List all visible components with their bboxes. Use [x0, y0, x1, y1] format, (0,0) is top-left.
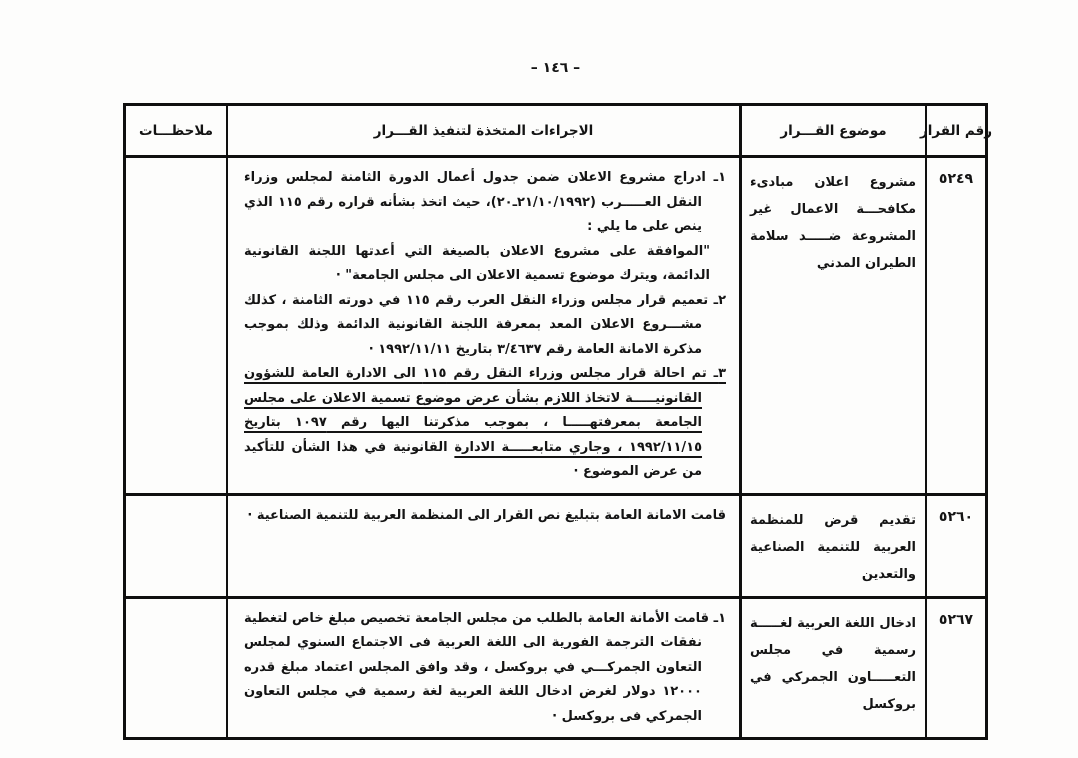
- notes-cell: [126, 599, 226, 738]
- table-row-decision-5249: [126, 155, 985, 493]
- decision-subject: تقديم قرض للمنظمة العربية للتنمية الصناعية والتعدين: [750, 512, 916, 582]
- header-actions: الاجراءات المتخذة لتنفيذ القـــرار: [226, 106, 739, 155]
- table-header-row: [126, 106, 993, 155]
- decision-number-cell: [925, 599, 985, 738]
- decision-subject: مشروع اعلان مبادىء مكافحـــة الاعمال غير المشروعة ضـــــد سلامة الطيران المدني: [750, 175, 916, 271]
- notes-cell: [126, 158, 226, 493]
- decision-number-cell: [925, 158, 985, 493]
- page-number: – ١٤٦ –: [530, 60, 581, 76]
- decision-subject-cell: [739, 158, 925, 493]
- action-item-1: ١ـ قامت الأمانة العامة بالطلب من مجلس الجامعة تخصيص مبلغ خاص لتغطية نفقات الترجمة الفورية الى اللغة العربية فى الاجتماع السنوي لمجلس التعاون الجمركـــي في بروكسل ، وقد وافق المجلس اعتماد مبلغ قدره ١٢٠٠٠ دولار لغرض ادخال اللغة العربية لغة رسمية في مجلس التعاون الجمركي فى بروكسل ·: [244, 610, 726, 724]
- actions-cell: [226, 496, 739, 596]
- actions-cell: [226, 158, 739, 493]
- header-decision-subject: موضوع القـــرار: [739, 106, 925, 155]
- table-row-decision-5260: [126, 493, 985, 596]
- decision-subject: ادخال اللغة العربية لغـــــة رسمية في مجلس التعـــــاون الجمركي في بروكسل: [750, 615, 916, 712]
- decision-number: ٥٢٦٠: [938, 508, 974, 525]
- header-notes: ملاحظـــات: [139, 122, 213, 139]
- action-quote: "الموافقة على مشروع الاعلان بالصيغة التي أعدتها اللجنة القانونية الدائمة، ويترك موضوع تسمية الاعلان الى مجلس الجامعة" ·: [244, 243, 710, 283]
- underlined-text: ٣ـ تم احالة قرار مجلس وزراء النقل رقم ١١٥ الى الادارة العامة للشؤون القانونيـــــة لاتخاذ اللازم بشأن عرض موضوع تسمية الاعلان على مجلس الجامعة بمعرفتهـــــا ، بموجب مذكرتنا اليها رقم ١٠٩٧ بتاريخ ١٩٩٢/١١/١٥ ، وجاري متابعـــــة الادارة: [244, 366, 726, 455]
- decision-number-cell: [925, 496, 985, 596]
- decision-number: ٥٢٦٧: [938, 611, 974, 628]
- table-row-decision-5267: [126, 596, 985, 738]
- action-item-1: ١ـ ادراج مشروع الاعلان ضمن جدول أعمال الدورة الثامنة لمجلس وزراء النقل العـــــرب (٢١/١٠/١٩٩٢ـ٢٠)، حيث اتخذ بشأنه قراره رقم ١١٥ الذي ينص على ما يلي :: [244, 170, 726, 234]
- decision-subject-cell: [739, 496, 925, 596]
- action-item-3: ٣ـ تم احالة قرار مجلس وزراء النقل رقم ١١٥ الى الادارة العامة للشؤون القانونيـــــة لاتخاذ اللازم بشأن عرض موضوع تسمية الاعلان على مجلس الجامعة بمعرفتهـــــا ، بموجب مذكرتنا اليها رقم ١٠٩٧ بتاريخ ١٩٩٢/١١/١٥ ، وجاري متابعـــــة الادارة القانونية في هذا الشأن للتأكيد من عرض الموضوع ·: [244, 366, 726, 479]
- action-item-2: ٢ـ تعميم قرار مجلس وزراء النقل العرب رقم ١١٥ في دورته الثامنة ، كذلك مشـــروع الاعلان المعد بمعرفة اللجنة القانونية الدائمة وذلك بموجب مذكرة الامانة العامة رقم ٣/٤٦٣٧ بتاريخ ١٩٩٢/١١/١١ ·: [244, 292, 726, 357]
- notes-cell: [126, 496, 226, 596]
- action-item: قامت الامانة العامة بتبليغ نص القرار الى المنظمة العربية للتنمية الصناعية ·: [247, 507, 726, 523]
- decision-number: ٥٢٤٩: [938, 171, 974, 187]
- decisions-table: [123, 103, 993, 740]
- decision-subject-cell: [739, 599, 925, 738]
- header-decision-number: رقم القرار: [925, 106, 985, 155]
- actions-cell: [226, 599, 739, 738]
